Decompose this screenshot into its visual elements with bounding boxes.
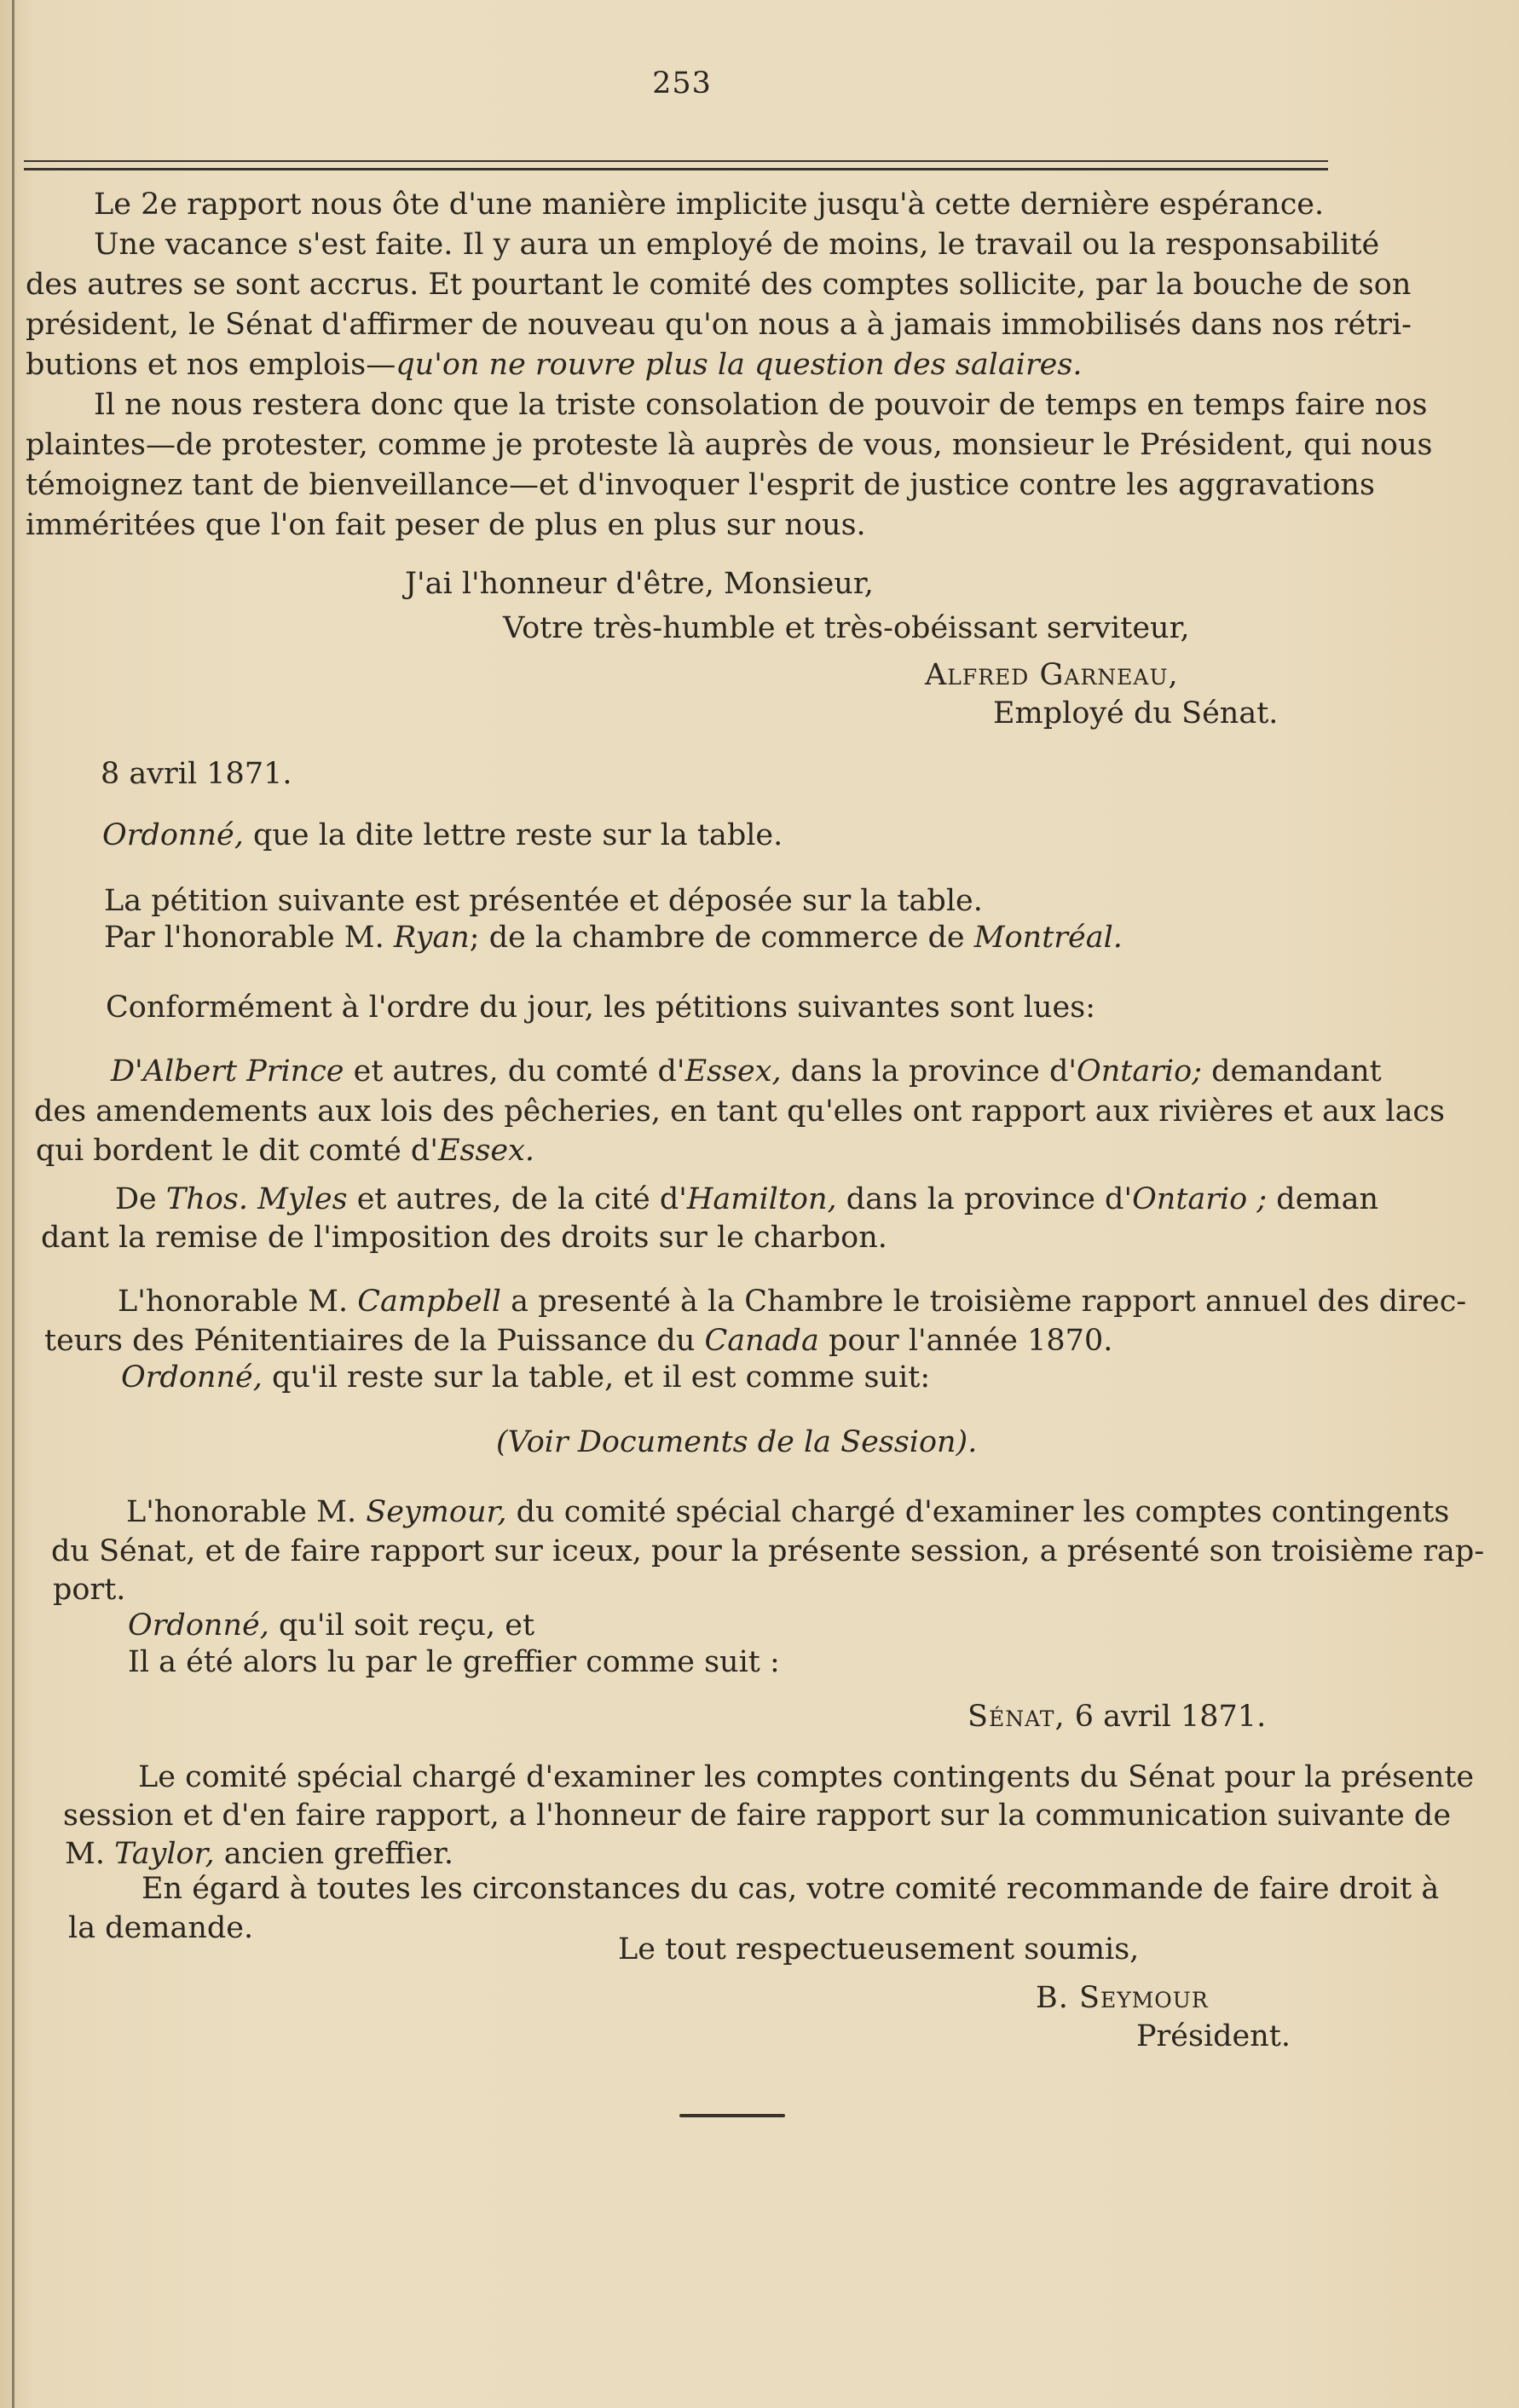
italic-province: Ontario; xyxy=(1077,1054,1202,1089)
header-rule-top xyxy=(24,160,1328,162)
header-rule-bottom xyxy=(24,168,1328,170)
committee-line xyxy=(65,1835,453,1873)
text-span: Par l'honorable M. xyxy=(104,921,394,955)
italic-place: Essex, xyxy=(684,1054,782,1089)
report-2-read: Il a été alors lu par le greffier comme suit : xyxy=(128,1645,780,1679)
paragraph-2-line: témoignez tant de bienveillance—et d'invoquer l'esprit de justice contre les aggravations xyxy=(26,468,1375,502)
text-span: qui bordent le dit comté d' xyxy=(36,1134,438,1168)
petition-1-line xyxy=(36,1132,534,1169)
italic-name: D'Albert Prince xyxy=(111,1054,344,1089)
report-1-order xyxy=(121,1359,930,1396)
signer-2-title: Président. xyxy=(1136,2019,1291,2053)
text-span: teurs des Pénitentiaires de la Puissance du xyxy=(44,1324,705,1358)
paragraph-1-line: Le 2e rapport nous ôte d'une manière implicite jusqu'à cette dernière espérance. xyxy=(94,188,1325,222)
agenda-intro: Conformément à l'ordre du jour, les pétitions suivantes sont lues: xyxy=(106,990,1095,1025)
text-span: butions et nos emplois— xyxy=(26,348,396,382)
report-2-line xyxy=(49,1493,1450,1531)
italic-place: Montréal. xyxy=(973,921,1123,955)
text-span: demandant xyxy=(1202,1054,1382,1089)
italic-place: Canada xyxy=(704,1324,819,1358)
text-span: ancien greffier. xyxy=(214,1837,453,1871)
text-span: L'honorable M. xyxy=(126,1495,367,1529)
paragraph-2-line: Il ne nous restera donc que la triste consolation de pouvoir de temps en temps faire nos xyxy=(94,388,1428,422)
italic-word: Ordonné, xyxy=(102,818,244,852)
text-span: et autres, du comté d' xyxy=(344,1054,685,1089)
petition-by xyxy=(104,919,1123,956)
text-span: M. xyxy=(65,1837,115,1871)
italic-name: Seymour, xyxy=(366,1495,507,1529)
petition-intro: La pétition suivante est présentée et déposée sur la table. xyxy=(104,884,983,918)
text-span: ; de la chambre de commerce de xyxy=(469,921,974,955)
text-span: du comité spécial chargé d'examiner les comptes contingents xyxy=(506,1495,1450,1529)
committee-line: la demande. xyxy=(68,1911,254,1945)
italic-name: Thos. Myles xyxy=(165,1182,348,1216)
text-span: pour l'année 1870. xyxy=(818,1324,1113,1358)
senat-label: Sénat, xyxy=(967,1700,1066,1734)
petition-2-line: dant la remise de l'imposition des droits sur le charbon. xyxy=(41,1221,887,1255)
italic-word: Ordonné, xyxy=(128,1608,269,1643)
paragraph-1-line: président, le Sénat d'affirmer de nouveau qu'on nous a à jamais immobilisés dans nos rétri- xyxy=(26,308,1412,342)
closing-salutation: J'ai l'honneur d'être, Monsieur, xyxy=(405,567,874,601)
text-span: 6 avril 1871. xyxy=(1065,1700,1267,1734)
report-1-line xyxy=(43,1283,1467,1320)
italic-province: Ontario ; xyxy=(1132,1182,1268,1216)
italic-word: Ordonné, xyxy=(121,1360,263,1395)
text-span: dans la province d' xyxy=(836,1182,1133,1216)
report-2-order xyxy=(128,1607,534,1644)
text-span: qu'il soit reçu, et xyxy=(269,1608,535,1643)
petition-2-line xyxy=(34,1181,1379,1218)
paragraph-1-last-line xyxy=(26,346,1082,384)
letter-date: 8 avril 1871. xyxy=(101,757,292,791)
text-span: que la dite lettre reste sur la table. xyxy=(243,818,783,852)
page-number: 253 xyxy=(652,66,712,101)
report-1-line xyxy=(44,1322,1112,1360)
petition-1-line xyxy=(34,1053,1382,1090)
committee-line: En égard à toutes les circonstances du cas, votre comité recommande de faire droit à xyxy=(142,1872,1440,1906)
submitted-line: Le tout respectueusement soumis, xyxy=(618,1932,1140,1966)
page-edge xyxy=(12,0,14,2408)
paragraph-2-line: imméritées que l'on fait peser de plus en plus sur nous. xyxy=(26,508,866,542)
report-2-line: port. xyxy=(53,1573,126,1607)
text-span: et autres, de la cité d' xyxy=(347,1182,687,1216)
text-span: qu'il reste sur la table, et il est comme suit: xyxy=(262,1360,931,1395)
petition-1-line: des amendements aux lois des pêcheries, en tant qu'elles ont rapport aux rivières et aux lacs xyxy=(34,1094,1445,1129)
text-span: De xyxy=(115,1182,166,1216)
italic-name: Ryan xyxy=(393,921,470,955)
text-span: dans la province d' xyxy=(781,1054,1077,1089)
committee-line: session et d'en faire rapport, a l'honneur de faire rapport sur la communication suivante de xyxy=(63,1799,1452,1833)
italic-name: Campbell xyxy=(357,1285,501,1319)
signer-name: Alfred Garneau, xyxy=(925,658,1179,692)
italic-city: Hamilton, xyxy=(686,1182,837,1216)
senat-date xyxy=(967,1698,1266,1735)
text-span: a presenté à la Chambre le troisième rapport annuel des direc- xyxy=(500,1285,1467,1319)
text-span: deman xyxy=(1267,1182,1379,1216)
committee-line: Le comité spécial chargé d'examiner les comptes contingents du Sénat pour la présente xyxy=(138,1760,1475,1794)
order-line xyxy=(102,817,783,854)
text-span: L'honorable M. xyxy=(118,1285,358,1319)
italic-place: Essex. xyxy=(437,1134,534,1168)
paragraph-2-line: plaintes—de protester, comme je proteste là auprès de vous, monsieur le Président, qui nous xyxy=(26,428,1433,462)
paragraph-1-line: Une vacance s'est faite. Il y aura un employé de moins, le travail ou la responsabilité xyxy=(94,228,1380,262)
italic-phrase: qu'on ne rouvre plus la question des salaires. xyxy=(396,348,1083,382)
signer-title: Employé du Sénat. xyxy=(993,696,1279,730)
report-2-line: du Sénat, et de faire rapport sur iceux, pour la présente session, a présenté son troisième rap- xyxy=(51,1534,1485,1568)
signer-2-name: B. Seymour xyxy=(1036,1981,1209,2015)
voir-documents: (Voir Documents de la Session). xyxy=(496,1425,978,1459)
paragraph-1-line: des autres se sont accrus. Et pourtant le comité des comptes sollicite, par la bouche de son xyxy=(26,268,1412,302)
closing-formula: Votre très-humble et très-obéissant serviteur, xyxy=(503,611,1190,645)
italic-name: Taylor, xyxy=(114,1837,215,1871)
closing-rule xyxy=(679,2114,785,2117)
